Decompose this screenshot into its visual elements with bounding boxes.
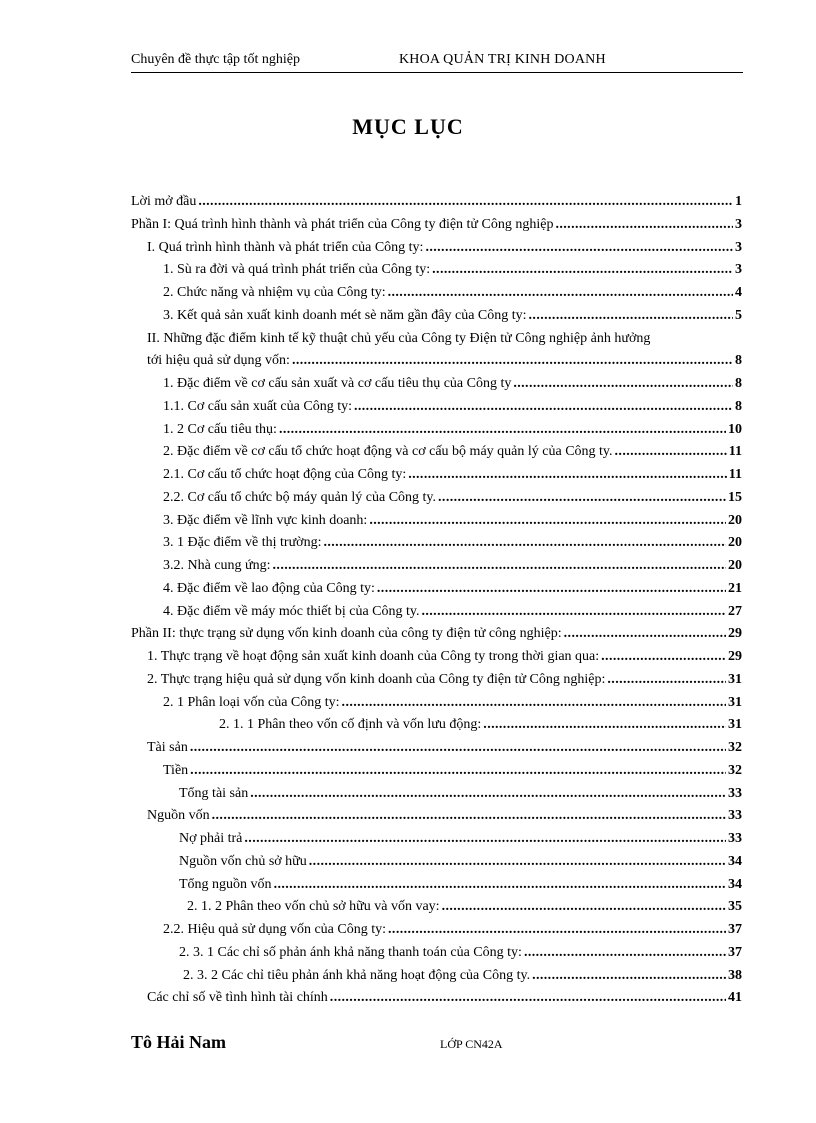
toc-entry: 3. Đặc điểm về lĩnh vực kinh doanh: ..... 20	[131, 513, 742, 536]
toc-entry: 3. Kết quả sản xuất kinh doanh mét sè năm gần đây của Công ty: ..... 5	[131, 308, 742, 331]
table-of-contents	[131, 194, 742, 1013]
toc-entry: Lời mở đầu ..... 1	[131, 194, 742, 217]
toc-entry: Các chỉ số về tình hình tài chính ..... 41	[131, 990, 742, 1013]
class-label: LỚP CN42A	[440, 1037, 503, 1051]
toc-entry: 1. Sù ra đời và quá trình phát triển của Công ty: ..... 3	[131, 262, 742, 285]
toc-entry: 2. Đặc điểm về cơ cấu tổ chức hoạt động và cơ cấu bộ máy quản lý của Công ty. ..... 11	[131, 444, 742, 467]
toc-entry: I. Quá trình hình thành và phát triển của Công ty: ..... 3	[131, 240, 742, 263]
toc-entry: Tiền ..... 32	[131, 763, 742, 786]
toc-entry: Tổng tài sản ..... 33	[131, 786, 742, 809]
toc-entry: 2. 1. 2 Phân theo vốn chủ sở hữu và vốn vay: ..... 35	[131, 899, 742, 922]
toc-entry: 2. 3. 1 Các chỉ số phản ánh khả năng thanh toán của Công ty: ..... 37	[131, 945, 742, 968]
toc-entry: 1. Đặc điểm về cơ cấu sản xuất và cơ cấu tiêu thụ của Công ty ..... 8	[131, 376, 742, 399]
toc-entry: 2.2. Hiệu quả sử dụng vốn của Công ty: ..... 37	[131, 922, 742, 945]
toc-entry: 3. 1 Đặc điểm về thị trường: ..... 20	[131, 535, 742, 558]
header-faculty: KHOA QUẢN TRỊ KINH DOANH	[399, 52, 606, 67]
page-header	[131, 52, 743, 73]
toc-entry: Nguồn vốn ..... 33	[131, 808, 742, 831]
toc-entry: 2. 1 Phân loại vốn của Công ty: ..... 31	[131, 695, 742, 718]
toc-entry: 2.1. Cơ cấu tổ chức hoạt động của Công ty: ..... 11	[131, 467, 742, 490]
toc-entry: 2. Chức năng và nhiệm vụ của Công ty: ..... 4	[131, 285, 742, 308]
toc-entry: Tổng nguồn vốn ..... 34	[131, 877, 742, 900]
toc-entry: Nguồn vốn chủ sở hữu ..... 34	[131, 854, 742, 877]
toc-entry: 2. 1. 1 Phân theo vốn cố định và vốn lưu động: ..... 31	[131, 717, 742, 740]
header-subject: Chuyên đề thực tập tốt nghiệp	[131, 52, 300, 67]
page-title: MỤC LỤC	[352, 114, 464, 139]
toc-entry: 1. 2 Cơ cấu tiêu thụ: ..... 10	[131, 422, 742, 445]
toc-entry: 4. Đặc điểm về máy móc thiết bị của Công ty. ..... 27	[131, 604, 742, 627]
toc-entry: 1.1. Cơ cấu sản xuất của Công ty: ..... 8	[131, 399, 742, 422]
toc-entry: II. Những đặc điểm kinh tế kỹ thuật chủ yếu của Công ty Điện tử Công nghiệp ảnh hưởng	[147, 330, 651, 346]
toc-entry: Phần I: Quá trình hình thành và phát triển của Công ty điện tử Công nghiệp ..... 3	[131, 217, 742, 240]
toc-entry: 2. 3. 2 Các chỉ tiêu phản ánh khả năng hoạt động của Công ty. ..... 38	[131, 968, 742, 991]
toc-entry: Nợ phải trả ..... 33	[131, 831, 742, 854]
toc-entry: 2. Thực trạng hiệu quả sử dụng vốn kinh doanh của Công ty điện tử Công nghiệp: ..... 31	[131, 672, 742, 695]
toc-entry: 1. Thực trạng về hoạt động sản xuất kinh doanh của Công ty trong thời gian qua: ..... 29	[131, 649, 742, 672]
toc-entry: 2.2. Cơ cấu tổ chức bộ máy quản lý của Công ty. ..... 15	[131, 490, 742, 513]
author-name: Tô Hải Nam	[131, 1032, 227, 1052]
toc-entry: 4. Đặc điểm về lao động của Công ty: ..... 21	[131, 581, 742, 604]
toc-entry: Phần II: thực trạng sử dụng vốn kinh doanh của công ty điện tử công nghiệp: ..... 29	[131, 626, 742, 649]
toc-entry: tới hiệu quả sử dụng vốn: ..... 8	[131, 353, 742, 376]
toc-entry: Tài sản ..... 32	[131, 740, 742, 763]
toc-entry: 3.2. Nhà cung ứng: ..... 20	[131, 558, 742, 581]
